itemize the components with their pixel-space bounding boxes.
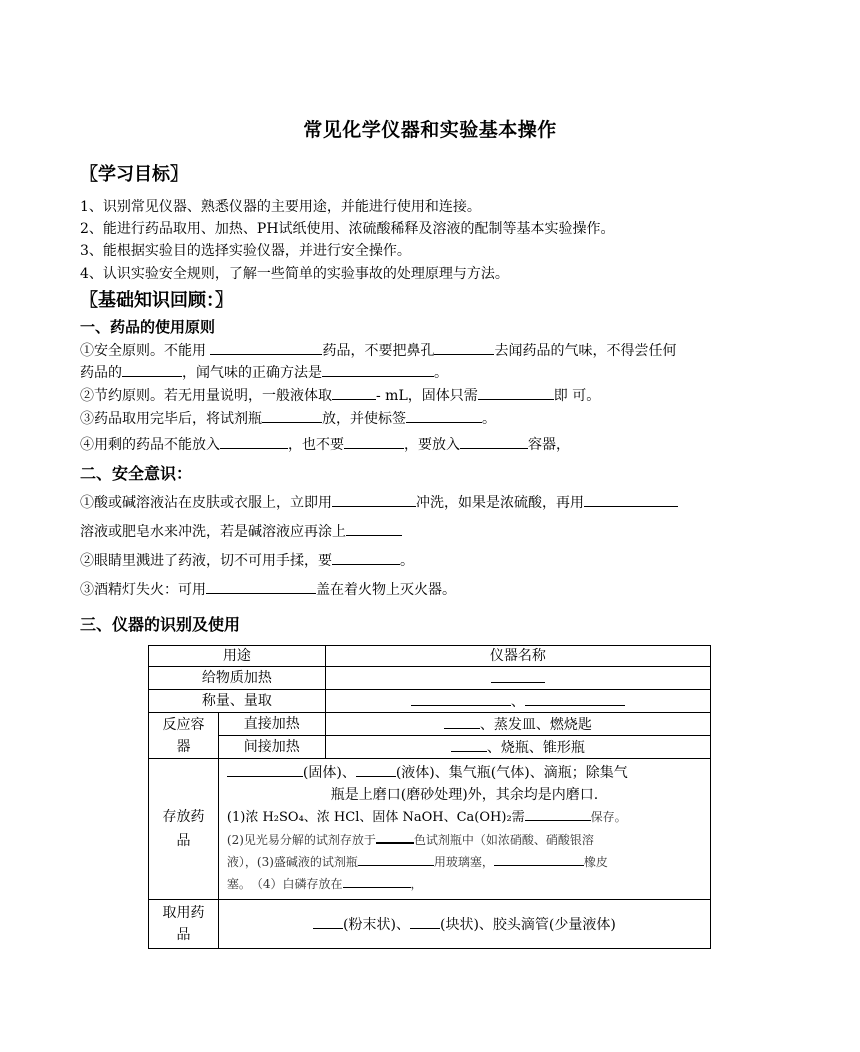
section2-heading: 二、安全意识：	[80, 464, 193, 483]
store-line: (2)见光易分解的试剂存放于 色试剂瓶中（如浓硝酸、硝酸银溶	[227, 829, 702, 851]
answer-blank[interactable]	[332, 549, 400, 565]
objective-item: 1、识别常见仪器、熟悉仪器的主要用途，并能进行使用和连接。	[80, 199, 481, 215]
safety-acid-line2: 溶液或肥皂水来冲洗，若是碱溶液应再涂上	[80, 520, 402, 542]
answer-blank[interactable]	[227, 761, 303, 777]
answer-blank[interactable]	[494, 852, 584, 866]
row-value-store	[218, 759, 710, 900]
row-label-store: 存放药品	[149, 759, 219, 900]
section1-heading: 一、药品的使用原则	[80, 318, 216, 336]
safety-lamp-line: ③酒精灯失火：可用 盖在着火物上灭火器。	[80, 578, 456, 600]
answer-blank[interactable]	[332, 491, 416, 507]
answer-blank[interactable]	[262, 407, 322, 423]
answer-blank[interactable]	[322, 361, 434, 377]
table-row	[149, 690, 711, 713]
table-row	[149, 736, 711, 759]
row-value-indirect-heat: 、烧瓶、锥形瓶	[325, 736, 710, 759]
answer-blank[interactable]	[358, 852, 434, 866]
answer-blank[interactable]	[451, 736, 487, 752]
row-label-take: 取用药品	[149, 900, 219, 949]
store-line: (1)浓 H₂SO₄、浓 HCl、固体 NaOH、Ca(OH)₂需 保存。	[227, 806, 702, 829]
safety-eye-line: ②眼睛里溅进了药液，切不可用手揉，要 。	[80, 549, 414, 571]
row-label-indirect-heat: 间接加热	[218, 736, 325, 759]
rule-economy-line: ②节约原则。若无用量说明，一般液体取 - mL，固体只需 即 可。	[80, 384, 600, 406]
answer-blank[interactable]	[525, 807, 591, 821]
store-line: 液），(3)盛碱液的试剂瓶 用玻璃塞， 橡皮	[227, 851, 702, 873]
rule-leftover-line: ④用剩的药品不能放入 ，也不要 ，要放入 容器，	[80, 433, 570, 455]
rule-safety-line1: ①安全原则。不能用 药品，不要把鼻孔 去闻药品的气味，不得尝任何	[80, 339, 676, 361]
answer-blank[interactable]	[332, 384, 376, 400]
row-label-weigh: 称量、量取	[149, 690, 326, 713]
objective-item: 4、认识实验安全规则，了解一些简单的实验事故的处理原理与方法。	[80, 266, 509, 282]
table-header-row	[149, 646, 711, 667]
row-value-take: (粉末状)、 (块状)、胶头滴管(少量液体)	[218, 900, 710, 949]
row-value-heat	[325, 667, 710, 690]
answer-blank[interactable]	[376, 829, 414, 844]
table-row	[149, 759, 711, 900]
answer-blank[interactable]	[491, 667, 545, 683]
row-label-container: 反应容器	[149, 713, 219, 759]
row-value-direct-heat: 、蒸发皿、燃烧匙	[325, 713, 710, 736]
answer-blank[interactable]	[584, 491, 678, 507]
row-label-direct-heat: 直接加热	[218, 713, 325, 736]
answer-blank[interactable]	[411, 690, 511, 706]
page-title: 常见化学仪器和实验基本操作	[303, 119, 557, 141]
answer-blank[interactable]	[210, 339, 322, 355]
answer-blank[interactable]	[434, 339, 494, 355]
safety-acid-line1: ①酸或碱溶液沾在皮肤或衣服上，立即用 冲洗，如果是浓硫酸，再用	[80, 491, 678, 513]
answer-blank[interactable]	[343, 874, 411, 888]
answer-blank[interactable]	[406, 407, 482, 423]
answer-blank[interactable]	[525, 690, 625, 706]
answer-blank[interactable]	[344, 433, 404, 449]
row-label-heat: 给物质加热	[149, 667, 326, 690]
answer-blank[interactable]	[356, 761, 396, 777]
objective-item: 2、能进行药品取用、加热、PH试纸使用、浓硫酸稀释及溶液的配制等基本实验操作。	[80, 221, 615, 237]
section3-heading: 三、仪器的识别及使用	[80, 615, 241, 634]
review-heading: 〖基础知识回顾：〗	[80, 290, 233, 311]
row-value-weigh: 、	[325, 690, 710, 713]
table-row	[149, 900, 711, 949]
answer-blank[interactable]	[460, 433, 528, 449]
store-line: 塞。 （4）白磷存放在 ，	[227, 873, 702, 895]
answer-blank[interactable]	[444, 713, 480, 729]
answer-blank[interactable]	[122, 361, 182, 377]
answer-blank[interactable]	[206, 578, 316, 594]
store-line: 瓶是上磨口(磨砂处理)外，其余均是内磨口.	[330, 787, 599, 803]
table-row	[149, 713, 711, 736]
store-line: (固体)、 (液体)、集气瓶(气体)、滴瓶；除集气	[227, 761, 702, 784]
rule-after-use-line: ③药品取用完毕后，将试剂瓶 放，并使标签 。	[80, 407, 496, 429]
answer-blank[interactable]	[220, 433, 288, 449]
answer-blank[interactable]	[478, 384, 554, 400]
instrument-table	[148, 645, 711, 949]
header-use: 用途	[149, 646, 326, 667]
objective-item: 3、能根据实验目的选择实验仪器，并进行安全操作。	[80, 243, 411, 259]
answer-blank[interactable]	[313, 913, 343, 929]
header-instrument-name: 仪器名称	[325, 646, 710, 667]
rule-safety-line2: 药品的 ，闻气味的正确方法是 。	[80, 361, 448, 383]
table-row	[149, 667, 711, 690]
objectives-heading: 〖学习目标〗	[80, 164, 188, 185]
answer-blank[interactable]	[346, 520, 402, 536]
answer-blank[interactable]	[410, 913, 440, 929]
